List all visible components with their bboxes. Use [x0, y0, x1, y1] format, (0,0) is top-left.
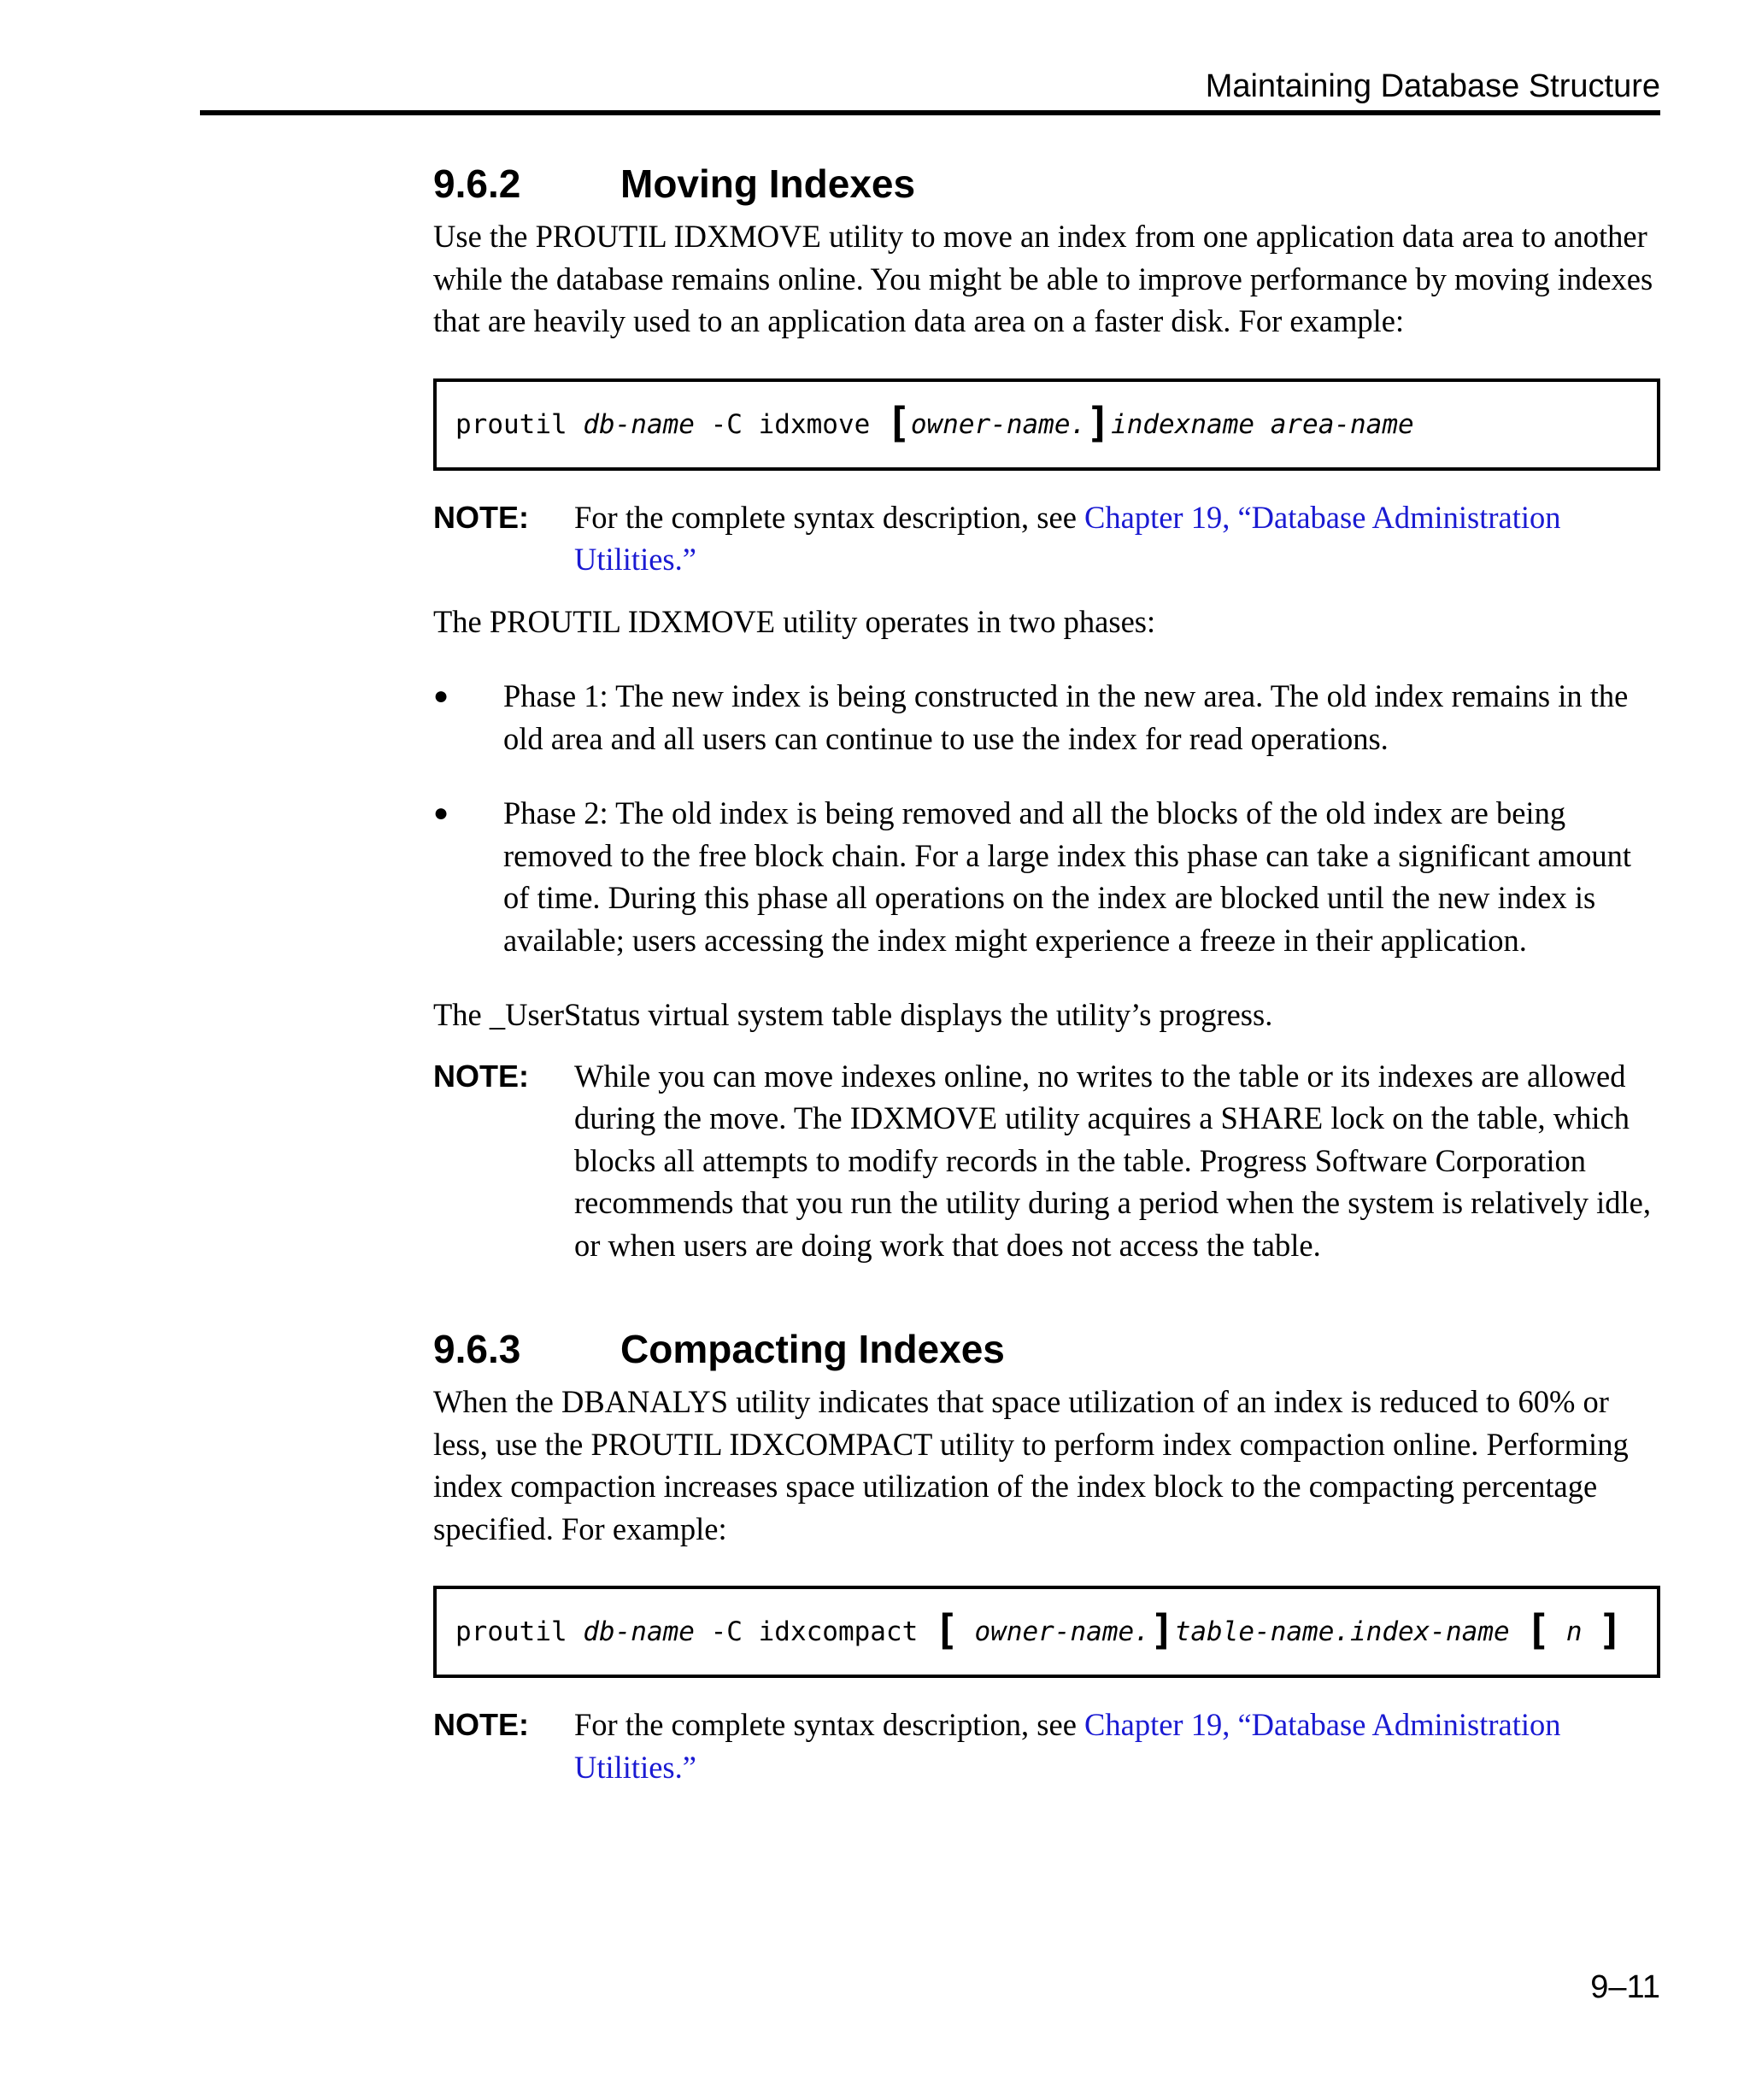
- page-content: [433, 154, 1660, 1788]
- bullet-icon: ●: [433, 682, 449, 710]
- compacting-indexes-intro: When the DBANALYS utility indicates that space utilization of an index is reduced to 60% or less, use the PROUTIL IDXCOMPACT utility to perform index compaction online. Performing index compaction increases space utilization of the index block to the compacting percentage specified. For example:: [433, 1384, 1629, 1546]
- chapter-19-link[interactable]: Chapter 19, “Database Administration Utilities.”: [574, 499, 1561, 577]
- phases-intro: The PROUTIL IDXMOVE utility operates in two phases:: [433, 603, 1156, 639]
- list-item: ● Phase 1: The new index is being constructed in the new area. The old index remains in the old area and all users can continue to use the index for read operations.: [433, 675, 1660, 760]
- section-number: 9.6.2: [433, 161, 521, 206]
- section-title: Compacting Indexes: [620, 1327, 1005, 1371]
- header-rule: [200, 110, 1660, 115]
- note-label: NOTE:: [433, 1058, 529, 1094]
- note-syntax-idxmove: [433, 496, 1660, 581]
- note-text: For the complete syntax description, see Chapter 19, “Database Administration Utilities.”: [574, 1707, 1561, 1785]
- idxmove-syntax-box: proutil db-name -C idxmove [ owner-name. ] indexname area-name: [433, 378, 1660, 471]
- list-item: ● Phase 2: The old index is being removed and all the blocks of the old index are being removed to the free block chain. For a large index this phase can take a significant amount of time. During this phase all operations on the index are blocked until the new index is available; users accessing the index might experience a freeze in their application.: [433, 792, 1660, 961]
- chapter-19-link[interactable]: Chapter 19, “Database Administration Utilities.”: [574, 1707, 1561, 1785]
- note-text: For the complete syntax description, see Chapter 19, “Database Administration Utilities.”: [574, 499, 1561, 577]
- note-label: NOTE:: [433, 499, 529, 535]
- progress-text: The _UserStatus virtual system table displays the utility’s progress.: [433, 997, 1273, 1032]
- running-head: Maintaining Database Structure: [1205, 68, 1660, 104]
- note-text: While you can move indexes online, no writes to the table or its indexes are allowed during the move. The IDXMOVE utility acquires a SHARE lock on the table, which blocks all attempts to modify records in the table. Progress Software Corporation recommends that you run the utility during a period when the system is relatively idle, or when users are doing work that does not access the table.: [574, 1058, 1651, 1263]
- idxcompact-syntax-box: proutil db-name -C idxcompact [ owner-name. ] table-name.index-name [ n ]: [433, 1586, 1660, 1678]
- phases-list: [433, 675, 1660, 961]
- bullet-icon: ●: [433, 799, 449, 827]
- note-label: NOTE:: [433, 1707, 529, 1742]
- page-number: 9–11: [1590, 1969, 1660, 2005]
- note-idxmove-locking: [433, 1055, 1660, 1267]
- note-syntax-idxcompact: [433, 1704, 1660, 1788]
- section-heading-962: [433, 154, 1660, 214]
- section-number: 9.6.3: [433, 1327, 521, 1371]
- section-heading-963: [433, 1319, 1660, 1379]
- moving-indexes-intro: Use the PROUTIL IDXMOVE utility to move an index from one application data area to another while the database remains online. You might be able to improve performance by moving indexes that are heavily used to an application data area on a faster disk. For example:: [433, 219, 1653, 338]
- section-title: Moving Indexes: [620, 161, 916, 206]
